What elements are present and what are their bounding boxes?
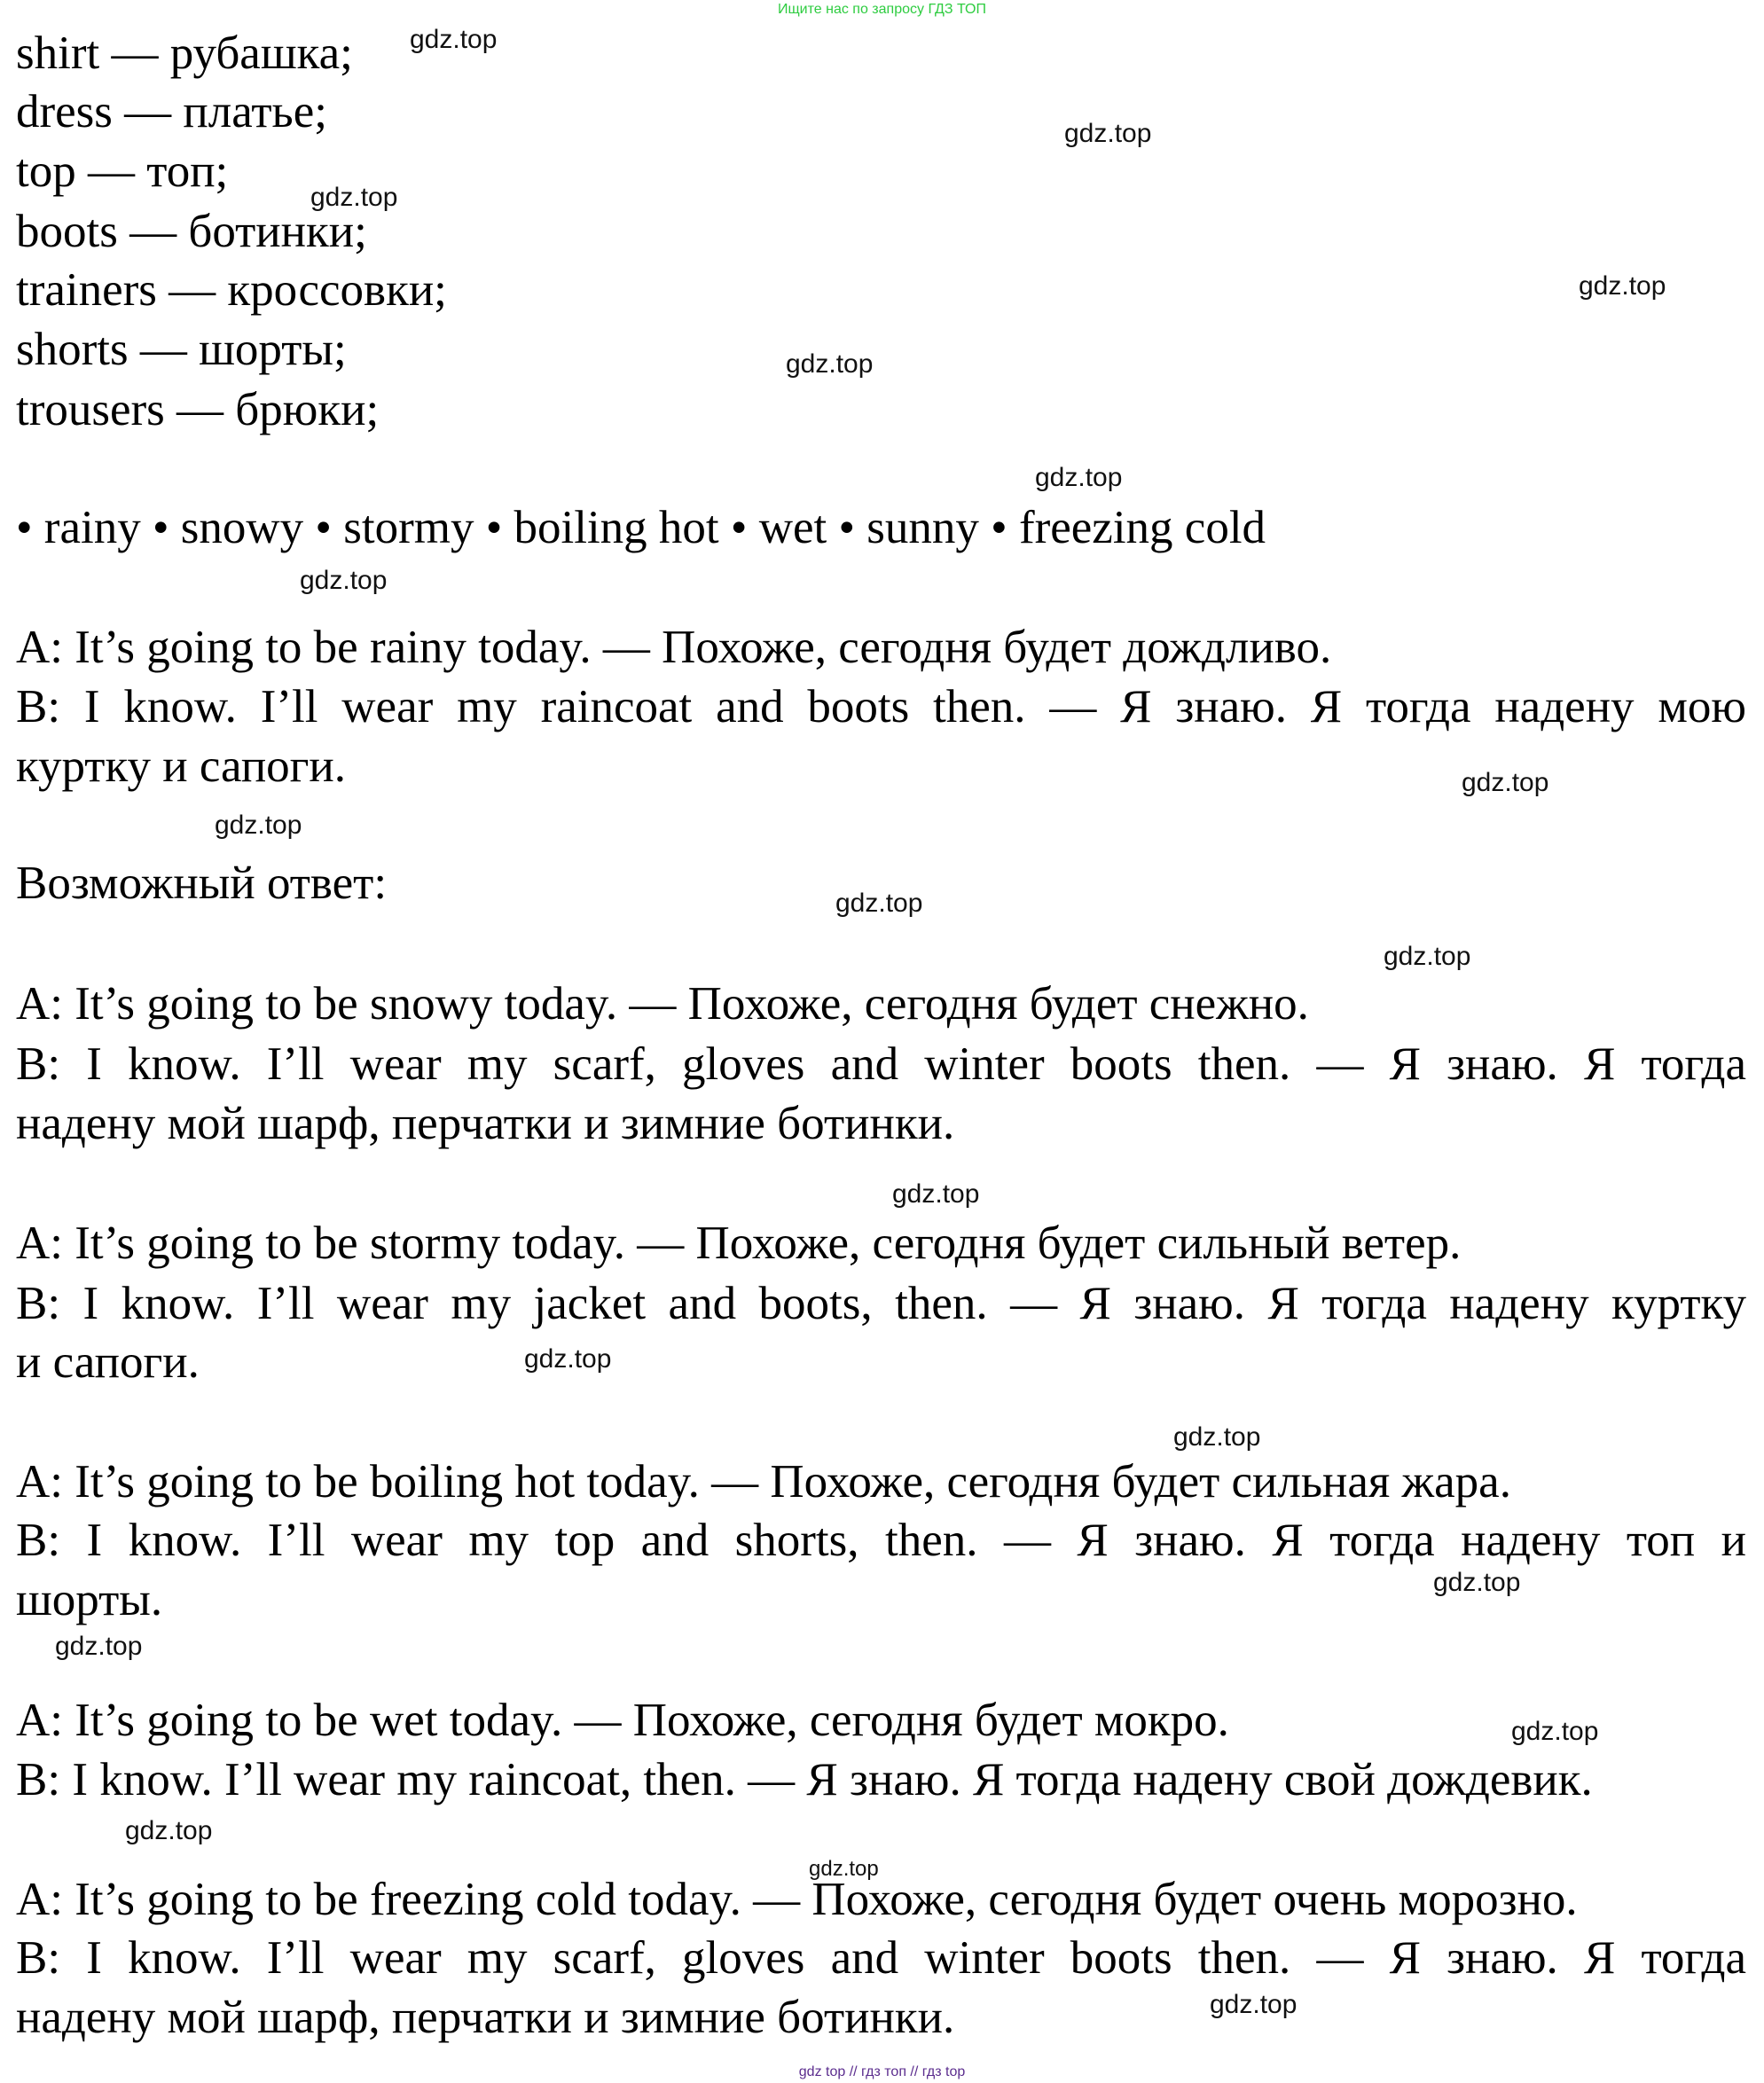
watermark: gdz.top: [1210, 1990, 1298, 2019]
watermark: gdz.top: [1433, 1568, 1521, 1597]
watermark: gdz.top: [300, 566, 388, 595]
dialogue-line-a: A: It’s going to be wet today. — Похоже, сегодня будет мокро.: [16, 1695, 1229, 1746]
watermark: gdz.top: [524, 1344, 612, 1374]
dialogue-line-b: B: I know. I’ll wear my jacket and boots, then. — Я знаю. Я тогда надену куртку: [16, 1278, 1746, 1329]
dialogue-line-b-cont: куртку и сапоги.: [16, 740, 347, 792]
watermark: gdz.top: [215, 810, 302, 840]
watermark: gdz.top: [1035, 463, 1123, 492]
watermark: gdz.top: [125, 1816, 213, 1845]
possible-answer-label: Возможный ответ:: [16, 857, 388, 909]
watermark: gdz.top: [786, 349, 874, 379]
dialogue-line-b: B: I know. I’ll wear my raincoat and boots then. — Я знаю. Я тогда надену мою: [16, 681, 1746, 732]
vocab-item: shorts — шорты;: [16, 324, 347, 375]
watermark: gdz.top: [809, 1857, 879, 1881]
watermark: gdz.top: [1173, 1422, 1261, 1452]
search-hint-banner: Ищите нас по запросу ГДЗ ТОП: [778, 2, 986, 17]
dialogue-line-a: A: It’s going to be boiling hot today. — Похоже, сегодня будет сильная жара.: [16, 1456, 1511, 1507]
vocab-item: boots — ботинки;: [16, 206, 367, 257]
dialogue-line-a: A: It’s going to be stormy today. — Похоже, сегодня будет сильный ветер.: [16, 1218, 1462, 1269]
dialogue-line-a: A: It’s going to be snowy today. — Похоже, сегодня будет снежно.: [16, 978, 1309, 1030]
vocab-item: trousers — брюки;: [16, 384, 380, 435]
dialogue-line-b-cont: надену мой шарф, перчатки и зимние ботинки.: [16, 1098, 955, 1149]
footer-links: gdz top // гдз топ // гдз top: [798, 2064, 966, 2079]
watermark: gdz.top: [55, 1632, 143, 1661]
watermark: gdz.top: [835, 889, 923, 918]
dialogue-line-b-cont: шорты.: [16, 1574, 163, 1625]
dialogue-line-b-cont: и сапоги.: [16, 1336, 200, 1388]
dialogue-line-b-cont: надену мой шарф, перчатки и зимние ботинки.: [16, 1992, 955, 2043]
vocab-item: top — топ;: [16, 145, 229, 197]
watermark: gdz.top: [410, 25, 498, 54]
dialogue-line-a: A: It’s going to be rainy today. — Похоже, сегодня будет дождливо.: [16, 622, 1332, 673]
watermark: gdz.top: [1064, 119, 1152, 148]
weather-words-list: • rainy • snowy • stormy • boiling hot • wet • sunny • freezing cold: [16, 502, 1266, 553]
watermark: gdz.top: [892, 1179, 980, 1209]
dialogue-line-b: B: I know. I’ll wear my raincoat, then. — Я знаю. Я тогда надену свой дождевик.: [16, 1754, 1593, 1805]
vocab-item: shirt — рубашка;: [16, 27, 353, 79]
watermark: gdz.top: [1579, 271, 1666, 301]
watermark: gdz.top: [1462, 768, 1549, 797]
watermark: gdz.top: [1384, 942, 1471, 971]
watermark: gdz.top: [310, 183, 398, 212]
dialogue-line-a: A: It’s going to be freezing cold today. — Похоже, сегодня будет очень морозно.: [16, 1874, 1578, 1925]
watermark: gdz.top: [1511, 1717, 1599, 1746]
vocab-item: trainers — кроссовки;: [16, 264, 447, 316]
dialogue-line-b: B: I know. I’ll wear my scarf, gloves and winter boots then. — Я знаю. Я тогда: [16, 1038, 1746, 1090]
dialogue-line-b: B: I know. I’ll wear my scarf, gloves and winter boots then. — Я знаю. Я тогда: [16, 1932, 1746, 1984]
vocab-item: dress — платье;: [16, 86, 327, 137]
dialogue-line-b: B: I know. I’ll wear my top and shorts, then. — Я знаю. Я тогда надену топ и: [16, 1515, 1746, 1566]
